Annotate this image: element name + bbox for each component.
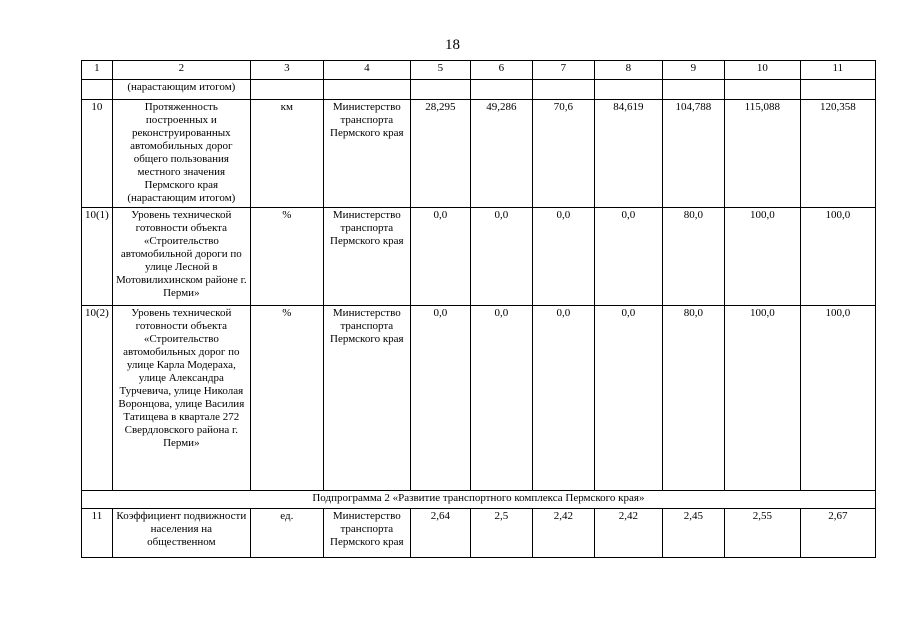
value-cell: 0,0: [470, 208, 532, 306]
indicator-name: Протяженность построенных и реконструированных автомобильных дорог общего пользования местного значения Пермского края (нарастающим итогом): [112, 100, 250, 208]
indicators-table: [81, 60, 876, 558]
value-cell: 2,67: [800, 509, 875, 558]
table-row: [82, 509, 876, 558]
column-number: 7: [532, 61, 594, 80]
table-row: [82, 100, 876, 208]
value-cell: 0,0: [594, 208, 662, 306]
column-number: 8: [594, 61, 662, 80]
value-cell: 0,0: [410, 208, 470, 306]
value-cell: 2,42: [532, 509, 594, 558]
value-cell: 80,0: [662, 208, 724, 306]
row-number: 10(1): [82, 208, 113, 306]
subprogram-row: [82, 491, 876, 509]
value-cell: 2,42: [594, 509, 662, 558]
value-cell: 2,45: [662, 509, 724, 558]
value-cell: 2,55: [724, 509, 800, 558]
value-cell: 100,0: [800, 306, 875, 491]
value-cell: 0,0: [410, 306, 470, 491]
value-cell: 84,619: [594, 100, 662, 208]
continuation-row: [82, 80, 876, 100]
row-number: 10: [82, 100, 113, 208]
column-number: 10: [724, 61, 800, 80]
value-cell: 28,295: [410, 100, 470, 208]
row-number: 10(2): [82, 306, 113, 491]
indicator-name: Уровень технической готовности объекта «Строительство автомобильных дорог по улице Карла Модераха, улице Александра Турчевича, улице Николая Воронцова, улице Василия Татищева в квартале 272 Свердловского района г. Перми»: [112, 306, 250, 491]
column-number: 4: [323, 61, 410, 80]
value-cell: 0,0: [594, 306, 662, 491]
column-number: 5: [410, 61, 470, 80]
value-cell: 104,788: [662, 100, 724, 208]
value-cell: 80,0: [662, 306, 724, 491]
indicator-name: Уровень технической готовности объекта «Строительство автомобильной дороги по улице Лесной в Мотовилихинском районе г. Перми»: [112, 208, 250, 306]
ministry-cell: Министерство транспорта Пермского края: [323, 306, 410, 491]
value-cell: 100,0: [800, 208, 875, 306]
unit-cell: км: [250, 100, 323, 208]
value-cell: 100,0: [724, 208, 800, 306]
continuation-text: (нарастающим итогом): [112, 80, 250, 100]
value-cell: 120,358: [800, 100, 875, 208]
page-number: 18: [445, 37, 460, 53]
value-cell: 115,088: [724, 100, 800, 208]
ministry-cell: Министерство транспорта Пермского края: [323, 100, 410, 208]
indicator-name: Коэффициент подвижности населения на общественном: [112, 509, 250, 558]
column-number: 6: [470, 61, 532, 80]
value-cell: 70,6: [532, 100, 594, 208]
table-row: [82, 306, 876, 491]
row-number: 11: [82, 509, 113, 558]
column-number: 1: [82, 61, 113, 80]
unit-cell: ед.: [250, 509, 323, 558]
table-row: [82, 208, 876, 306]
value-cell: 49,286: [470, 100, 532, 208]
value-cell: 0,0: [532, 208, 594, 306]
value-cell: 2,64: [410, 509, 470, 558]
unit-cell: %: [250, 306, 323, 491]
value-cell: 0,0: [470, 306, 532, 491]
column-number-row: [82, 61, 876, 80]
column-number: 3: [250, 61, 323, 80]
column-number: 11: [800, 61, 875, 80]
column-number: 2: [112, 61, 250, 80]
unit-cell: %: [250, 208, 323, 306]
column-number: 9: [662, 61, 724, 80]
ministry-cell: Министерство транспорта Пермского края: [323, 208, 410, 306]
value-cell: 0,0: [532, 306, 594, 491]
value-cell: 100,0: [724, 306, 800, 491]
subprogram-title: Подпрограмма 2 «Развитие транспортного комплекса Пермского края»: [82, 491, 876, 509]
value-cell: 2,5: [470, 509, 532, 558]
ministry-cell: Министерство транспорта Пермского края: [323, 509, 410, 558]
